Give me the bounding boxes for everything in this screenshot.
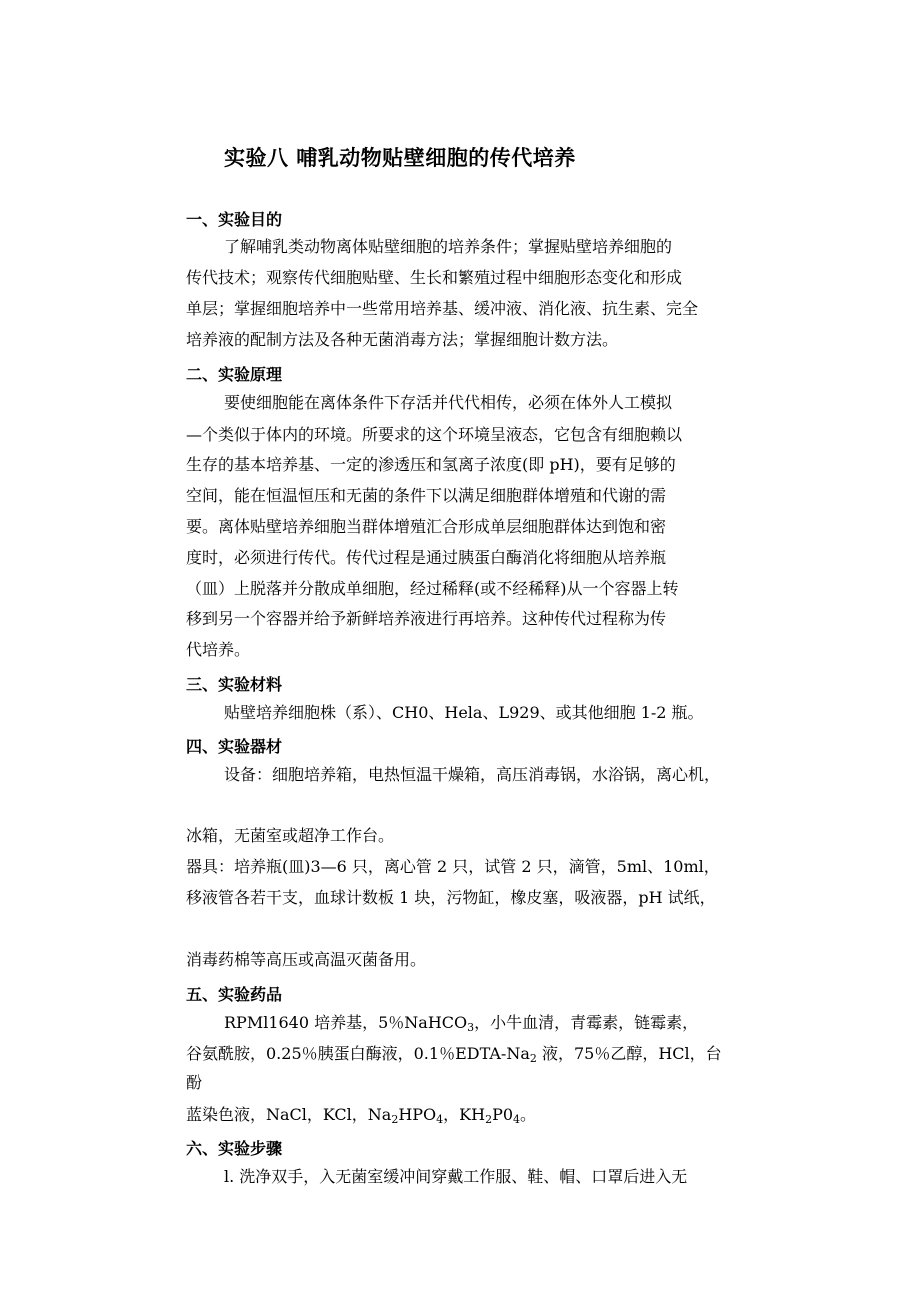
- section-heading-equipment: 四、实验器材: [186, 737, 283, 756]
- paragraph-line: 传代技术；观察传代细胞贴壁、生长和繁殖过程中细胞形态变化和形成: [186, 268, 683, 287]
- section-heading-procedure: 六、实验步骤: [186, 1139, 283, 1158]
- paragraph-line: 蓝染色液，NaCl，KCl，$Na_2HPO_4$，$KH_2P0_4$。: [186, 1105, 537, 1126]
- paragraph-line: （皿）上脱落并分散成单细胞，经过稀释(或不经稀释)从一个容器上转: [186, 579, 679, 598]
- paragraph-line: 生存的基本培养基、一定的渗透压和氢离子浓度(即 pH)，要有足够的: [186, 455, 676, 474]
- paragraph-line: 培养液的配制方法及各种无菌消毒方法；掌握细胞计数方法。: [186, 330, 619, 349]
- paragraph-line: 代培养。: [186, 640, 251, 659]
- paragraph-line: 酚: [186, 1073, 203, 1092]
- paragraph-line: 贴壁培养细胞株（系）、CH0、Hela、L929、或其他细胞 1-2 瓶。: [224, 703, 704, 722]
- paragraph-line: l. 洗净双手，入无菌室缓冲间穿戴工作服、鞋、帽、口罩后进入无: [224, 1167, 688, 1186]
- section-heading-materials: 三、实验材料: [186, 675, 283, 694]
- paragraph-line: 要使细胞能在离体条件下存活并代代相传，必须在体外人工模拟: [224, 393, 673, 412]
- section-heading-principle: 二、实验原理: [186, 365, 283, 384]
- paragraph-line: 器具：培养瓶(皿)3—6 只，离心管 2 只，试管 2 只，滴管，5ml、10ml，: [186, 857, 720, 876]
- paragraph-line: 谷氨酰胺，0.25％胰蛋白酶液，0.1％EDTA-$Na_2$ 液，75％乙醇，HCl，台: [186, 1044, 722, 1065]
- paragraph-line: 消毒药棉等高压或高温灭菌备用。: [186, 950, 427, 969]
- section-heading-reagents: 五、实验药品: [186, 985, 283, 1004]
- paragraph-line: 度时，必须进行传代。传代过程是通过胰蛋白酶消化将细胞从培养瓶: [186, 548, 667, 567]
- paragraph-line: 移液管各若干支，血球计数板 1 块，污物缸，橡皮塞，吸液器，pH 试纸，: [186, 888, 716, 907]
- paragraph-line: 空间，能在恒温恒压和无菌的条件下以满足细胞群体增殖和代谢的需: [186, 486, 667, 505]
- document-title: 实验八 哺乳动物贴壁细胞的传代培养: [224, 146, 576, 170]
- paragraph-line: 移到另一个容器并给予新鲜培养液进行再培养。这种传代过程称为传: [186, 609, 667, 628]
- paragraph-line: 要。离体贴壁培养细胞当群体增殖汇合形成单层细胞群体达到饱和密: [186, 517, 667, 536]
- paragraph-line: 了解哺乳类动物离体贴壁细胞的培养条件；掌握贴壁培养细胞的: [224, 237, 673, 256]
- paragraph-line: RPMl1640 培养基，5％NaHCO$_3$，小牛血清，青霉素，链霉素，: [224, 1013, 699, 1034]
- section-heading-purpose: 一、实验目的: [186, 210, 283, 229]
- paragraph-line: 单层；掌握细胞培养中一些常用培养基、缓冲液、消化液、抗生素、完全: [186, 299, 699, 318]
- paragraph-line: 冰箱，无菌室或超净工作台。: [186, 826, 395, 845]
- paragraph-line: 设备：细胞培养箱，电热恒温干燥箱，高压消毒锅，水浴锅，离心机，: [224, 765, 721, 784]
- paragraph-line: —个类似于体内的环境。所要求的这个环境呈液态，它包含有细胞赖以: [186, 425, 683, 444]
